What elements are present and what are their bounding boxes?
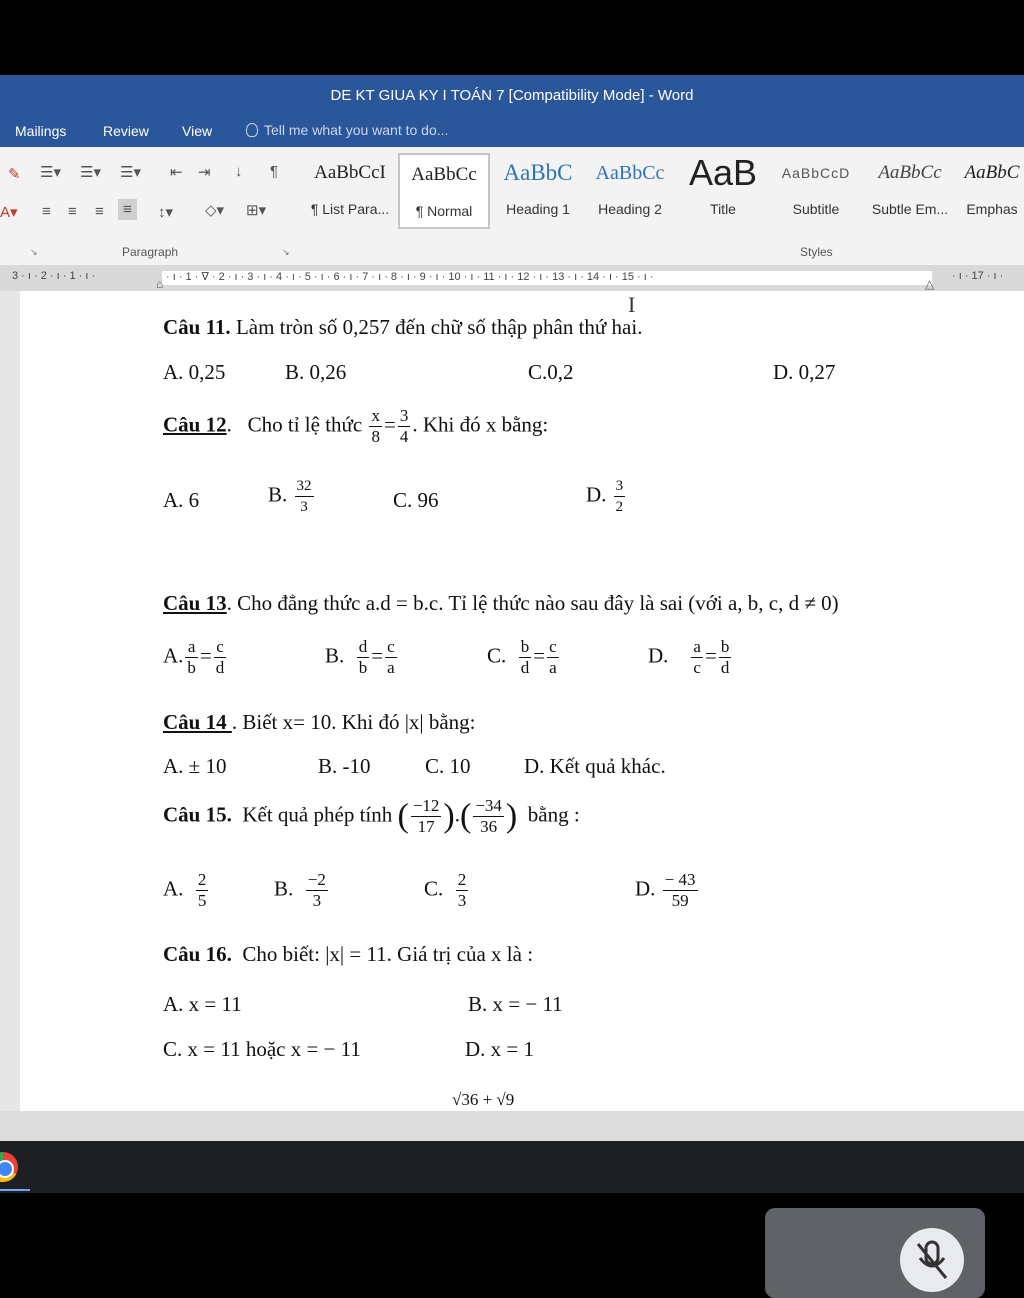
styles-group-label: Styles bbox=[800, 245, 833, 259]
q12-option-a: A. 6 bbox=[163, 488, 200, 512]
q16-option-a: A. x = 11 bbox=[163, 992, 242, 1016]
question-13: Câu 13. Cho đẳng thức a.d = b.c. Tỉ lệ thức nào sau đây là sai (với a, b, c, d ≠ 0) bbox=[163, 591, 839, 615]
q14-option-b: B. -10 bbox=[318, 754, 371, 778]
q13-option-a: A. $\frac{a}{b}$ = $\frac{c}{d}$ bbox=[163, 637, 225, 677]
numbering-icon[interactable]: ☰▾ bbox=[80, 164, 101, 181]
tab-view[interactable]: View bbox=[182, 123, 213, 139]
ruler-scale: · ı · 1 · ∇ · 2 · ı · 3 · ı · 4 · ı · 5 · ı · 6 · ı · 7 · ı · 8 · ı · 9 · ı · 10 · ı · 11 · ı · 12 · ı · 13 · ı · 14 · ı · 15 · ı · bbox=[166, 271, 654, 283]
question-14: Câu 14 . Biết x= 10. Khi đó |x| bằng: bbox=[163, 710, 476, 734]
question-11: Câu 11. Làm tròn số 0,257 đến chữ số thập phân thứ hai. bbox=[163, 315, 643, 339]
q11-option-a: A. 0,25 bbox=[163, 360, 226, 384]
style-heading-2[interactable]: AaBbCc Heading 2 bbox=[595, 162, 665, 217]
partial-next-line: √36 + √9 bbox=[452, 1090, 515, 1109]
decrease-indent-icon[interactable]: ⇤ bbox=[170, 164, 183, 181]
question-16: Câu 16. Cho biết: |x| = 11. Giá trị của x là : bbox=[163, 942, 534, 966]
question-15: Câu 15. Kết quả phép tính ( $\frac{-12}{17}$ ).( $\frac{-34}{36}$ ) bằng : bbox=[163, 796, 580, 836]
paragraph-group-label: Paragraph bbox=[122, 245, 179, 259]
microphone-muted-icon[interactable] bbox=[900, 1228, 964, 1292]
q12-option-c: C. 96 bbox=[393, 488, 439, 512]
q15-option-b: B. $\frac{-2}{3}$ bbox=[274, 870, 326, 910]
q12-fraction-2: $\frac{3}{4}$ bbox=[399, 406, 409, 446]
align-center-icon[interactable]: ≡ bbox=[68, 203, 77, 220]
pilcrow-icon[interactable]: ¶ bbox=[270, 163, 279, 180]
tab-review[interactable]: Review bbox=[103, 123, 149, 139]
tab-mailings[interactable]: Mailings bbox=[15, 123, 67, 139]
q15-option-d: D. $\frac{- 43}{59}$ bbox=[635, 870, 696, 910]
horizontal-ruler[interactable] bbox=[0, 265, 1024, 291]
status-bar bbox=[0, 1111, 1024, 1141]
q14-option-a: A. ± 10 bbox=[163, 754, 227, 778]
question-12: Câu 12. Cho tỉ lệ thức $\frac{x}{8}$ = $\frac{3}{4}$ . Khi đó x bằng: bbox=[163, 406, 549, 446]
justify-icon[interactable]: ≡ bbox=[118, 199, 137, 220]
align-left-icon[interactable]: ≡ bbox=[42, 203, 51, 220]
q14-option-c: C. 10 bbox=[425, 754, 471, 778]
ribbon bbox=[0, 147, 1024, 266]
taskbar bbox=[0, 1141, 1024, 1193]
q13-option-b: B. $\frac{d}{b}$ = $\frac{c}{a}$ bbox=[325, 637, 395, 677]
lightbulb-icon bbox=[246, 123, 258, 137]
q12-option-d: D. $\frac{3}{2}$ bbox=[586, 478, 624, 515]
q12-fraction-1: $\frac{x}{8}$ bbox=[371, 406, 380, 446]
q11-option-b: B. 0,26 bbox=[285, 360, 347, 384]
borders-icon[interactable]: ⊞▾ bbox=[246, 202, 267, 219]
q16-option-c: C. x = 11 hoặc x = − 11 bbox=[163, 1037, 361, 1061]
multilevel-list-icon[interactable]: ☰▾ bbox=[120, 164, 141, 181]
q11-option-c: C.0,2 bbox=[528, 360, 574, 384]
text-cursor-icon: I bbox=[628, 292, 636, 317]
bullets-icon[interactable]: ☰▾ bbox=[40, 164, 61, 181]
font-color-icon[interactable]: A▾ bbox=[0, 204, 18, 221]
q15-option-a: A. $\frac{2}{5}$ bbox=[163, 870, 207, 910]
q13-option-c: C. $\frac{b}{d}$ = $\frac{c}{a}$ bbox=[487, 637, 557, 677]
q12-option-b: B. $\frac{32}{3}$ bbox=[268, 478, 312, 515]
style-heading-1[interactable]: AaBbC Heading 1 bbox=[503, 160, 573, 217]
q11-option-d: D. 0,27 bbox=[773, 360, 836, 384]
style-normal[interactable]: AaBbCc ¶ Normal bbox=[398, 153, 490, 229]
tell-me-box[interactable] bbox=[246, 122, 448, 138]
font-launcher-icon[interactable]: ↘ bbox=[30, 247, 38, 257]
style-emphasis[interactable]: AaBbC Emphas bbox=[964, 162, 1020, 217]
style-list-paragraph[interactable]: AaBbCcI ¶ List Para... bbox=[310, 162, 390, 217]
q15-option-c: C. $\frac{2}{3}$ bbox=[424, 870, 467, 910]
title-bar bbox=[0, 75, 1024, 147]
align-right-icon[interactable]: ≡ bbox=[95, 203, 104, 220]
q13-option-d: D. $\frac{a}{c}$ = $\frac{b}{d}$ bbox=[648, 637, 730, 677]
increase-indent-icon[interactable]: ⇥ bbox=[198, 164, 211, 181]
q14-option-d: D. Kết quả khác. bbox=[524, 754, 666, 778]
q16-option-b: B. x = − 11 bbox=[468, 992, 563, 1016]
sort-icon[interactable]: ↓ bbox=[235, 163, 243, 180]
line-spacing-icon[interactable]: ↕▾ bbox=[158, 204, 174, 221]
left-indent-marker-icon[interactable]: ⌂ bbox=[156, 277, 164, 291]
style-subtitle[interactable]: AaBbCcD Subtitle bbox=[781, 165, 851, 217]
right-indent-marker-icon[interactable]: △ bbox=[925, 277, 935, 291]
style-title[interactable]: AaB Title bbox=[688, 152, 758, 217]
style-subtle-emphasis[interactable]: AaBbCc Subtle Em... bbox=[871, 162, 949, 217]
shading-icon[interactable]: ◇▾ bbox=[205, 202, 225, 219]
ruler-left-margin: 3 · ı · 2 · ı · 1 · ı · bbox=[12, 270, 96, 282]
window-title: DE KT GIUA KY I TOÁN 7 [Compatibility Mode] - Word bbox=[330, 87, 694, 104]
tell-me-text: Tell me what you want to do... bbox=[264, 122, 449, 138]
q16-option-d: D. x = 1 bbox=[465, 1037, 535, 1061]
active-app-indicator bbox=[0, 1189, 30, 1191]
paragraph-launcher-icon[interactable]: ↘ bbox=[282, 247, 290, 257]
highlight-icon[interactable]: ✎ bbox=[8, 166, 21, 183]
ruler-right-margin: · ı · 17 · ı · bbox=[952, 270, 1004, 282]
